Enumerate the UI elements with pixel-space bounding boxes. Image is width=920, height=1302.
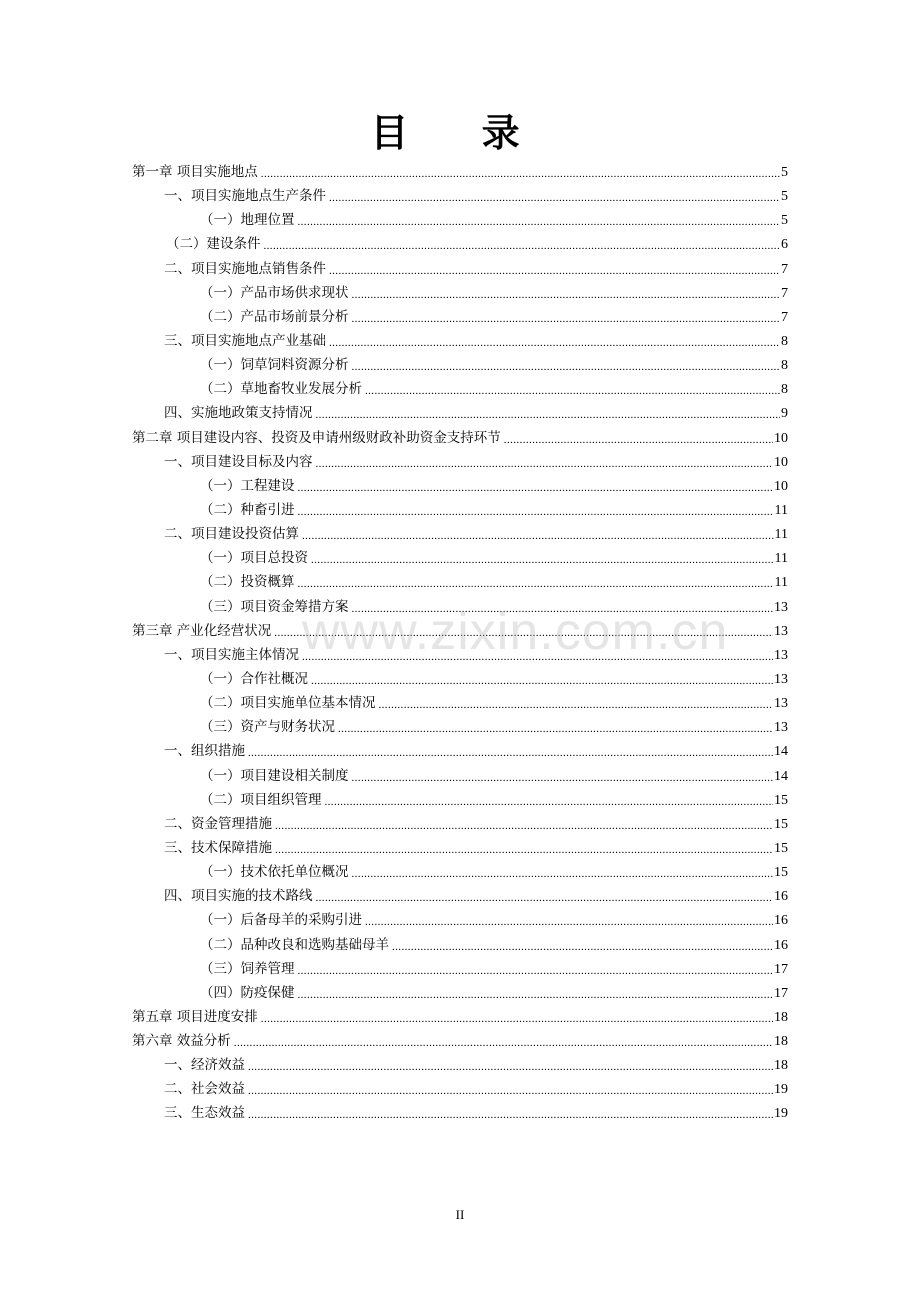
toc-entry-label: （二）品种改良和选购基础母羊 [200, 936, 389, 953]
dot-leader [365, 910, 773, 926]
toc-entry[interactable] [132, 329, 788, 353]
toc-entry[interactable] [132, 764, 788, 788]
dot-leader [504, 428, 773, 444]
toc-entry-label: 三、生态效益 [164, 1105, 245, 1122]
watermark: www.zixin.com.cn [302, 603, 729, 661]
toc-entry-page: 15 [774, 865, 788, 881]
toc-entry-page: 11 [774, 502, 788, 518]
dot-leader [311, 669, 773, 685]
dot-leader [234, 1031, 773, 1047]
dot-leader [298, 500, 774, 516]
toc-entry[interactable] [132, 498, 788, 522]
dot-leader [275, 814, 773, 830]
dot-leader [338, 717, 773, 733]
toc-entry[interactable] [132, 595, 788, 619]
toc-entry[interactable] [132, 281, 788, 305]
dot-leader [352, 766, 774, 782]
toc-entry-label: （一）项目总投资 [200, 550, 308, 567]
toc-entry[interactable] [132, 474, 788, 498]
dot-leader [325, 790, 774, 806]
toc-entry-label: 一、项目建设目标及内容 [164, 453, 313, 470]
toc-entry-label: 四、项目实施的技术路线 [164, 888, 313, 905]
toc-entry-label: （一）饲草饲料资源分析 [200, 357, 349, 374]
toc-entry[interactable] [132, 739, 788, 763]
dot-leader [248, 1055, 773, 1071]
toc-entry[interactable] [132, 208, 788, 232]
toc-entry[interactable] [132, 184, 788, 208]
toc-entry[interactable] [132, 546, 788, 570]
toc-entry-label: 第五章 项目进度安排 [132, 1008, 258, 1025]
toc-entry-label: （四）防疫保健 [200, 984, 295, 1001]
toc-entry-label: 一、经济效益 [164, 1057, 245, 1074]
toc-entry-label: 一、项目实施地点生产条件 [164, 188, 326, 205]
toc-entry[interactable] [132, 933, 788, 957]
toc-entry-label: 四、实施地政策支持情况 [164, 405, 313, 422]
toc-entry[interactable] [132, 401, 788, 425]
toc-entry-page: 14 [774, 768, 788, 784]
toc-entry[interactable] [132, 522, 788, 546]
toc-title: 目 录 [370, 111, 550, 155]
toc-entry-page: 16 [774, 913, 788, 929]
dot-leader [316, 452, 774, 468]
toc-entry-label: （三）饲养管理 [200, 960, 295, 977]
toc-entry-page: 13 [774, 671, 788, 687]
toc-entry-page: 19 [774, 1106, 788, 1122]
toc-entry-page: 13 [774, 720, 788, 736]
toc-entry-page: 8 [781, 358, 788, 374]
toc-entry[interactable] [132, 450, 788, 474]
toc-entry-label: （二）草地畜牧业发展分析 [200, 381, 362, 398]
toc-entry-page: 10 [774, 430, 788, 446]
toc-entry-page: 7 [781, 261, 788, 277]
toc-entry[interactable] [132, 1029, 788, 1053]
toc-entry-page: 15 [774, 792, 788, 808]
toc-entry-label: （三）资产与财务状况 [200, 719, 335, 736]
toc-entry-page: 5 [781, 213, 788, 229]
toc-entry-label: （二）产品市场前景分析 [200, 308, 349, 325]
toc-entry-label: （三）项目资金筹措方案 [200, 598, 349, 615]
toc-entry[interactable] [132, 1053, 788, 1077]
dot-leader [298, 572, 774, 588]
toc-entry-page: 10 [774, 454, 788, 470]
toc-entry-page: 7 [781, 285, 788, 301]
page-number: II [455, 1207, 465, 1222]
toc-entry[interactable] [132, 908, 788, 932]
toc-entry-label: 二、社会效益 [164, 1081, 245, 1098]
dot-leader [298, 983, 774, 999]
toc-entry-page: 15 [774, 840, 788, 856]
dot-leader [261, 1007, 773, 1023]
toc-entry-page: 15 [774, 816, 788, 832]
toc-entry-page: 5 [781, 165, 788, 180]
toc-entry-page: 16 [774, 889, 788, 905]
toc-entry-label: 二、项目实施地点销售条件 [164, 260, 326, 277]
toc-entry-label: （一）合作社概况 [200, 670, 308, 687]
dot-leader [352, 307, 781, 323]
toc-entry-label: 第二章 项目建设内容、投资及申请州级财政补助资金支持环节 [132, 429, 501, 446]
toc-entry-page: 19 [774, 1082, 788, 1098]
toc-entry-page: 5 [781, 189, 788, 205]
toc-entry-label: 第三章 产业化经营状况 [132, 622, 272, 639]
toc-entry-label: （二）项目组织管理 [200, 791, 322, 808]
toc-entry-page: 10 [774, 478, 788, 494]
dot-leader [248, 741, 773, 757]
toc-entry-page: 6 [781, 237, 788, 253]
toc-entry-page: 9 [781, 406, 788, 422]
toc-entry[interactable] [132, 232, 788, 256]
dot-leader [365, 379, 780, 395]
toc-entry[interactable] [132, 353, 788, 377]
dot-leader [261, 162, 780, 178]
dot-leader [352, 283, 781, 299]
toc-entry-label: （二）项目实施单位基本情况 [200, 695, 376, 712]
toc-entry-label: 第一章 项目实施地点 [132, 164, 258, 180]
toc-entry[interactable] [132, 667, 788, 691]
toc-entry-label: （二）建设条件 [166, 236, 261, 253]
dot-leader [264, 234, 781, 250]
toc-entry-label: 第六章 效益分析 [132, 1033, 231, 1050]
toc-entry[interactable] [132, 160, 788, 184]
toc-entry[interactable] [132, 426, 788, 450]
toc-entry-label: 三、项目实施地点产业基础 [164, 332, 326, 349]
toc-entry[interactable] [132, 715, 788, 739]
toc-entry-page: 18 [774, 1009, 788, 1025]
toc-entry[interactable] [132, 1101, 788, 1125]
toc-entry-page: 17 [774, 961, 788, 977]
toc-entry-page: 7 [781, 309, 788, 325]
toc-entry-page: 17 [774, 985, 788, 1001]
toc-entry-label: （一）后备母羊的采购引进 [200, 912, 362, 929]
dot-leader [298, 959, 774, 975]
dot-leader [311, 548, 774, 564]
toc-entry[interactable] [132, 812, 788, 836]
toc-entry-label: 一、组织措施 [164, 743, 245, 760]
toc-entry[interactable] [132, 1005, 788, 1029]
toc-entry[interactable] [132, 570, 788, 594]
dot-leader [352, 355, 781, 371]
toc-entry-page: 16 [774, 937, 788, 953]
toc-entry-label: （二）投资概算 [200, 574, 295, 591]
toc-entry-label: （一）地理位置 [200, 212, 295, 229]
toc-entry[interactable] [132, 691, 788, 715]
toc-entry-page: 18 [774, 1058, 788, 1074]
dot-leader [248, 1103, 773, 1119]
toc-entry[interactable] [132, 643, 788, 667]
toc-entry-label: 一、项目实施主体情况 [164, 646, 299, 663]
dot-leader [275, 838, 773, 854]
dot-leader [329, 259, 780, 275]
toc-entry-label: （一）项目建设相关制度 [200, 767, 349, 784]
toc-entry[interactable] [132, 884, 788, 908]
toc-entry-page: 11 [774, 527, 788, 543]
toc-entry[interactable] [132, 836, 788, 860]
dot-leader [274, 621, 773, 637]
toc-entry-label: 二、项目建设投资估算 [164, 526, 299, 543]
toc-entry[interactable] [132, 257, 788, 281]
toc-entry[interactable] [132, 788, 788, 812]
toc-entry-page: 11 [774, 575, 788, 591]
toc-entry[interactable] [132, 305, 788, 329]
toc-entry-page: 11 [774, 551, 788, 567]
toc-entry-label: （一）工程建设 [200, 477, 295, 494]
dot-leader [298, 210, 781, 226]
toc-entry-label: （一）技术依托单位概况 [200, 864, 349, 881]
dot-leader [248, 1079, 773, 1095]
toc-entry-page: 18 [774, 1034, 788, 1050]
toc-entry[interactable] [132, 1077, 788, 1101]
dot-leader [379, 693, 774, 709]
toc-entry-page: 13 [774, 599, 788, 615]
toc-entry[interactable] [132, 860, 788, 884]
dot-leader [392, 935, 773, 951]
dot-leader [316, 403, 781, 419]
toc-entry-label: （二）种畜引进 [200, 501, 295, 518]
toc-entry-page: 13 [774, 623, 788, 639]
dot-leader [298, 476, 774, 492]
dot-leader [302, 524, 774, 540]
toc-entry[interactable] [132, 377, 788, 401]
toc-entry[interactable] [132, 981, 788, 1005]
dot-leader [316, 886, 774, 902]
dot-leader [352, 862, 774, 878]
dot-leader [352, 597, 774, 613]
toc-entry-label: 二、资金管理措施 [164, 815, 272, 832]
toc-entry-page: 8 [781, 382, 788, 398]
toc-entry-page: 8 [781, 333, 788, 349]
toc-entry-label: （一）产品市场供求现状 [200, 284, 349, 301]
toc-entry-label: 三、技术保障措施 [164, 839, 272, 856]
toc-entry[interactable] [132, 957, 788, 981]
dot-leader [329, 186, 780, 202]
table-of-contents [132, 160, 788, 1126]
dot-leader [329, 331, 780, 347]
dot-leader [302, 645, 773, 661]
toc-entry-page: 14 [774, 744, 788, 760]
toc-entry[interactable] [132, 619, 788, 643]
toc-entry-page: 13 [774, 696, 788, 712]
toc-entry-page: 13 [774, 647, 788, 663]
